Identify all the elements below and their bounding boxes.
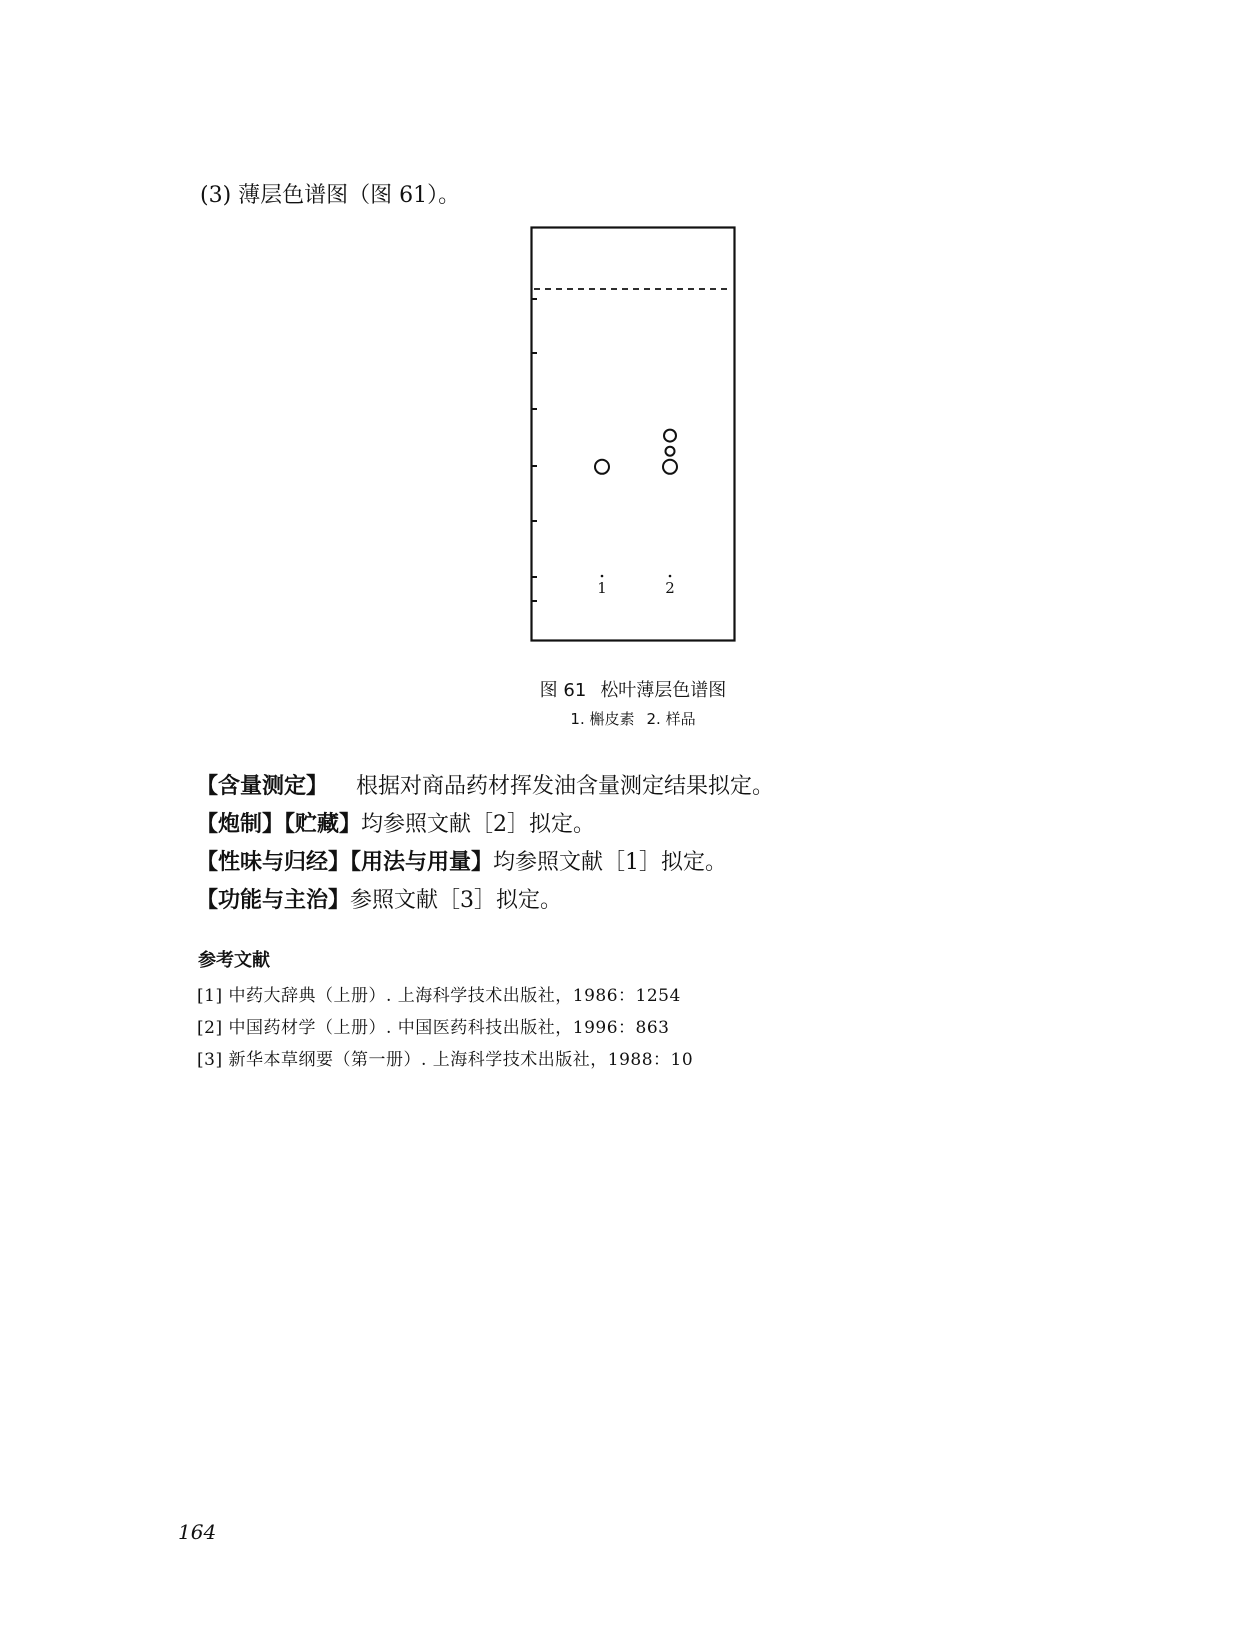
figure-legend bbox=[530, 708, 736, 729]
origin-point bbox=[669, 575, 672, 578]
reference-item: [2] 中国药材学（上册）. 中国医药科技出版社，1996：863 bbox=[197, 1018, 670, 1038]
lane-label: 1 bbox=[597, 579, 607, 597]
item-label: 【性味与归经】【用法与用量】 bbox=[196, 850, 494, 875]
references-title: 参考文献 bbox=[198, 950, 270, 971]
section-heading: (3) 薄层色谱图（图 61）。 bbox=[200, 183, 461, 208]
item-label: 【功能与主治】 bbox=[196, 888, 351, 913]
figure-number: 图 61 bbox=[539, 680, 587, 701]
item-label: 【炮制】【贮藏】 bbox=[196, 812, 362, 837]
tlc-spot bbox=[664, 430, 676, 442]
references-list bbox=[197, 980, 693, 1076]
left-scale-ticks bbox=[532, 299, 537, 601]
reference-item: [1] 中药大辞典（上册）. 上海科学技术出版社，1986：1254 bbox=[197, 986, 681, 1006]
reference-item: [3] 新华本草纲要（第一册）. 上海科学技术出版社，1988：10 bbox=[197, 1050, 694, 1070]
monograph-items bbox=[196, 768, 1096, 920]
item-nature-usage bbox=[196, 844, 1096, 882]
tlc-spot bbox=[663, 460, 677, 474]
tlc-spot bbox=[666, 447, 675, 456]
tlc-spot bbox=[595, 460, 609, 474]
lane-label: 2 bbox=[665, 579, 675, 597]
origin-point bbox=[601, 575, 604, 578]
lane-labels-layer bbox=[597, 575, 675, 597]
figure-title: 松叶薄层色谱图 bbox=[600, 680, 727, 701]
item-label: 【含量测定】 bbox=[196, 774, 329, 799]
item-text: 根据对商品药材挥发油含量测定结果拟定。 bbox=[356, 774, 775, 799]
item-function-indication bbox=[196, 882, 1096, 920]
item-assay bbox=[196, 768, 1096, 806]
page-number: 164 bbox=[178, 1520, 217, 1544]
legend-item-1: 1. 槲皮素 bbox=[570, 710, 635, 728]
item-text: 参照文献［3］拟定。 bbox=[350, 888, 563, 913]
spots-layer bbox=[595, 430, 677, 474]
figure-caption bbox=[530, 676, 736, 702]
item-processing-storage bbox=[196, 806, 1096, 844]
tlc-plate-figure bbox=[530, 226, 736, 642]
item-text: 均参照文献［2］拟定。 bbox=[361, 812, 596, 837]
item-text: 均参照文献［1］拟定。 bbox=[493, 850, 728, 875]
legend-item-2: 2. 样品 bbox=[646, 710, 696, 728]
